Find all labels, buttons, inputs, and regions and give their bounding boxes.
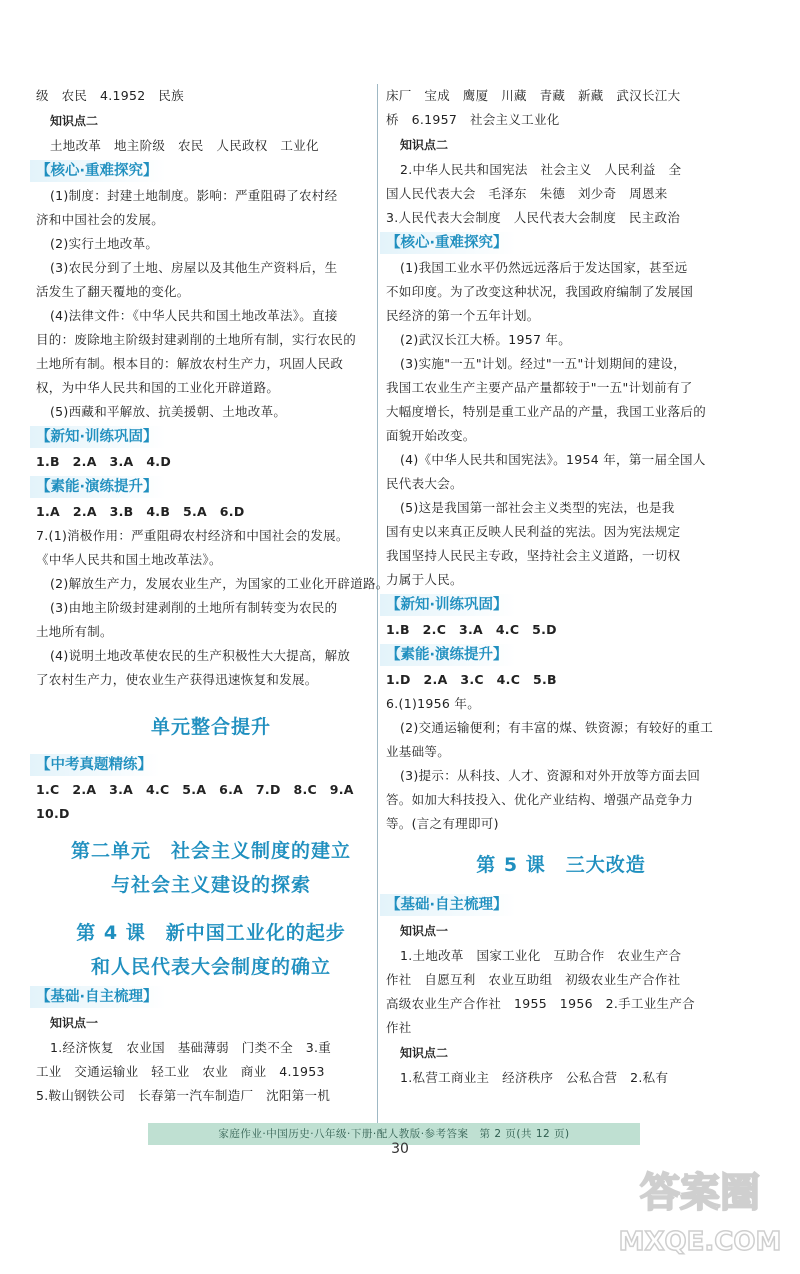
text-line: (3)实施"一五"计划。经过"一五"计划期间的建设，: [400, 356, 687, 371]
answer-line: 1.C 2.A 3.A 4.C 5.A 6.A 7.D 8.C 9.A: [36, 782, 354, 797]
text-line: 级 农民 4.1952 民族: [36, 88, 184, 103]
unit-title: 与社会主义建设的探索: [110, 874, 311, 896]
text-line: 答。如加大科技投入、优化产业结构、增强产品竞争力: [386, 792, 694, 807]
text-line: (2)实行土地改革。: [50, 236, 159, 251]
answer-line: 1.B 2.A 3.A 4.D: [36, 454, 172, 469]
text-line: 目的：废除地主阶级封建剥削的土地所有制，实行农民的: [36, 332, 357, 347]
text-line: 6.(1)1956 年。: [386, 696, 481, 711]
text-line: (3)农民分到了土地、房屋以及其他生产资料后，生: [50, 260, 338, 275]
text-line: (3)由地主阶级封建剥削的土地所有制转变为农民的: [50, 600, 338, 615]
text-line: 1.经济恢复 农业国 基础薄弱 门类不全 3.重: [50, 1040, 332, 1055]
section-heading: 【基础·自主梳理】: [380, 894, 516, 916]
section-heading: 【核心·重难探究】: [380, 232, 516, 254]
text-line: 土地所有制。根本目的：解放农村生产力，巩固人民政: [36, 356, 344, 371]
text-line: 活发生了翻天覆地的变化。: [36, 284, 190, 299]
text-line: (1)我国工业水平仍然远远落后于发达国家，甚至远: [400, 260, 688, 275]
text-line: 我国工农业生产主要产品产量都较于"一五"计划前有了: [386, 380, 693, 395]
text-line: 业基础等。: [386, 744, 451, 759]
subsection-heading: 知识点二: [400, 1046, 449, 1060]
text-line: 土地所有制。: [36, 624, 113, 639]
unit-title: 第二单元 社会主义制度的建立: [70, 840, 351, 862]
text-line: 作社: [386, 1020, 412, 1035]
section-heading: 【素能·演练提升】: [380, 644, 516, 666]
text-line: 桥 6.1957 社会主义工业化: [386, 112, 560, 127]
text-line: 工业 交通运输业 轻工业 农业 商业 4.1953: [36, 1064, 325, 1079]
answer-line: 1.B 2.C 3.A 4.C 5.D: [386, 622, 557, 637]
text-line: 高级农业生产合作社 1955 1956 2.手工业生产合: [386, 996, 695, 1011]
page-number: 30: [391, 1141, 409, 1157]
subsection-heading: 知识点一: [50, 1016, 99, 1030]
section-heading: 【新知·训练巩固】: [30, 426, 166, 448]
subsection-heading: 知识点二: [50, 114, 99, 128]
text-line: (2)武汉长江大桥。1957 年。: [400, 332, 572, 347]
text-line: 《中华人民共和国土地改革法》。: [36, 552, 222, 567]
text-line: 床厂 宝成 鹰厦 川藏 青藏 新藏 武汉长江大: [386, 88, 681, 103]
text-line: 7.(1)消极作用：严重阻碍农村经济和中国社会的发展。: [36, 528, 349, 543]
text-line: (5)这是我国第一部社会主义类型的宪法，也是我: [400, 500, 675, 515]
text-line: (4)说明土地改革使农民的生产积极性大大提高，解放: [50, 648, 351, 663]
text-line: 等。(言之有理即可): [386, 816, 499, 831]
text-line: 力属于人民。: [386, 572, 463, 587]
text-line: 1.私营工商业主 经济秩序 公私合营 2.私有: [400, 1070, 669, 1085]
text-line: 大幅度增长，特别是重工业产品的产量，我国工业落后的: [386, 404, 707, 419]
lesson-title: 第 4 课 新中国工业化的起步: [76, 922, 346, 944]
text-line: 2.中华人民共和国宪法 社会主义 人民利益 全: [400, 162, 682, 177]
text-line: (5)西藏和平解放、抗美援朝、土地改革。: [50, 404, 287, 419]
section-heading: 【基础·自主梳理】: [30, 986, 166, 1008]
text-line: 土地改革 地主阶级 农民 人民政权 工业化: [50, 138, 319, 153]
section-heading: 【新知·训练巩固】: [380, 594, 516, 616]
text-line: 不如印度。为了改变这种状况，我国政府编制了发展国: [386, 284, 694, 299]
text-line: (3)提示：从科技、人才、资源和对外开放等方面去回: [400, 768, 701, 783]
subsection-heading: 知识点一: [400, 924, 449, 938]
lesson-title: 第 5 课 三大改造: [476, 854, 646, 876]
section-heading: 【中考真题精练】: [30, 754, 160, 776]
watermark-logo: [612, 1150, 788, 1262]
text-line: (2)解放生产力，发展农业生产，为国家的工业化开辟道路。: [50, 576, 389, 591]
footer-bar: 家庭作业·中国历史·八年级·下册·配人教版·参考答案 第 2 页(共 12 页): [148, 1123, 640, 1145]
text-line: 我国坚持人民民主专政，坚持社会主义道路，一切权: [386, 548, 681, 563]
text-line: (1)制度：封建土地制度。影响：严重阻碍了农村经: [50, 188, 338, 203]
text-line: 面貌开始改变。: [386, 428, 476, 443]
text-line: 3.人民代表大会制度 人民代表大会制度 民主政治: [386, 210, 681, 225]
text-line: 5.鞍山钢铁公司 长春第一汽车制造厂 沈阳第一机: [36, 1088, 331, 1103]
text-line: 国人民代表大会 毛泽东 朱德 刘少奇 周恩来: [386, 186, 668, 201]
unit-summary-title: 单元整合提升: [150, 716, 271, 738]
text-line: 1.土地改革 国家工业化 互助合作 农业生产合: [400, 948, 682, 963]
text-line: (2)交通运输便利；有丰富的煤、铁资源；有较好的重工: [400, 720, 714, 735]
answer-line: 10.D: [36, 806, 70, 821]
left-column: [36, 84, 389, 1108]
text-line: (4)《中华人民共和国宪法》。1954 年，第一届全国人: [400, 452, 706, 467]
text-line: 民代表大会。: [386, 476, 463, 491]
watermark-domain: MXQE.COM: [618, 1227, 782, 1257]
text-line: (4)法律文件：《中华人民共和国土地改革法》。直接: [50, 308, 338, 323]
section-heading: 【素能·演练提升】: [30, 476, 166, 498]
subsection-heading: 知识点二: [400, 138, 449, 152]
text-line: 作社 自愿互利 农业互助组 初级农业生产合作社: [386, 972, 681, 987]
right-column: [386, 84, 736, 1090]
section-heading: 【核心·重难探究】: [30, 160, 166, 182]
text-line: 民经济的第一个五年计划。: [386, 308, 540, 323]
answer-line: 1.D 2.A 3.C 4.C 5.B: [386, 672, 557, 687]
text-line: 济和中国社会的发展。: [36, 212, 165, 227]
text-line: 了农村生产力，使农业生产获得迅速恢复和发展。: [36, 672, 318, 687]
watermark-title: 答案圈: [640, 1170, 760, 1216]
text-line: 权，为中华人民共和国的工业化开辟道路。: [36, 380, 280, 395]
answer-line: 1.A 2.A 3.B 4.B 5.A 6.D: [36, 504, 245, 519]
text-line: 国有史以来真正反映人民利益的宪法。因为宪法规定: [386, 524, 681, 539]
lesson-title: 和人民代表大会制度的确立: [90, 956, 331, 978]
